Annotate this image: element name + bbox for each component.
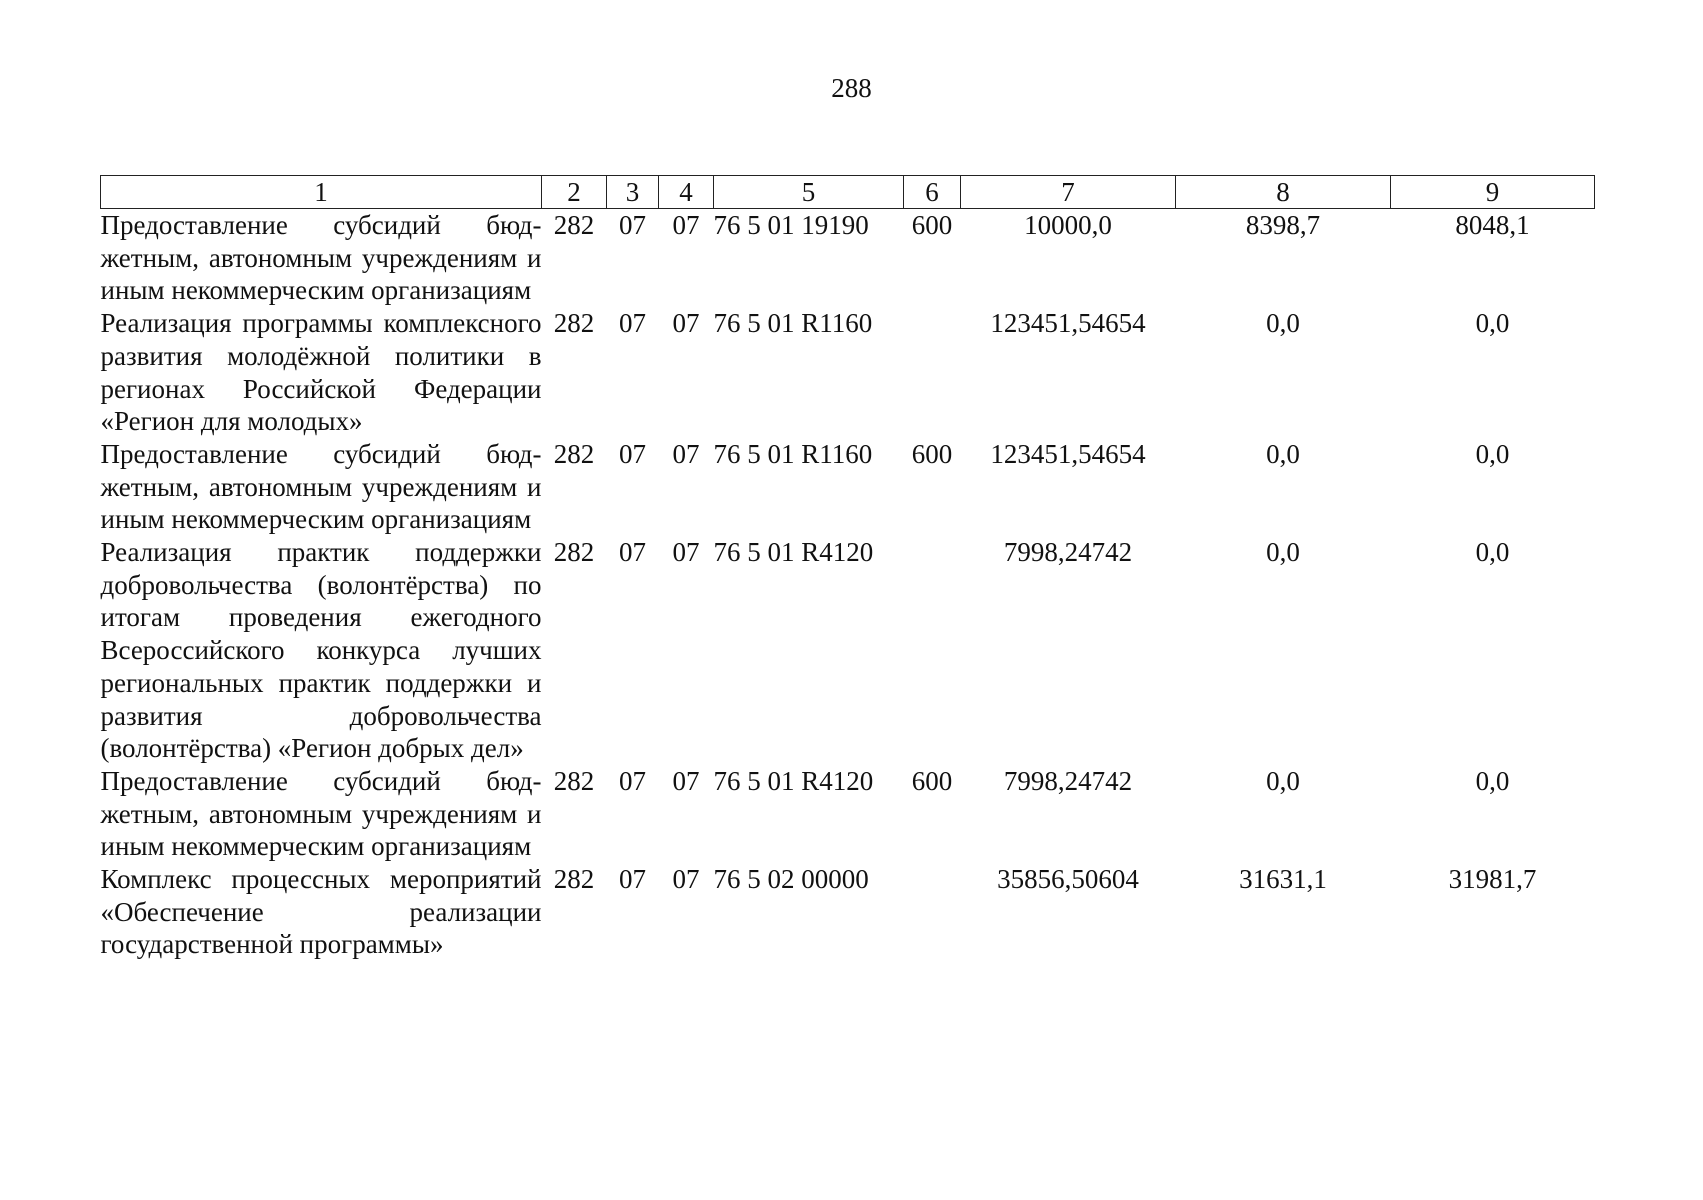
cell-col7: 7998,24742 bbox=[1003, 537, 1133, 568]
budget-table bbox=[100, 175, 1595, 961]
cell-col9: 8048,1 bbox=[1455, 210, 1530, 240]
cell-col7: 35856,50604 bbox=[997, 864, 1139, 895]
header-cell: 4 bbox=[659, 176, 714, 209]
header-cell: 8 bbox=[1176, 176, 1391, 209]
cell-col8: 0,0 bbox=[1266, 537, 1300, 568]
cell-col9: 0,0 bbox=[1475, 765, 1510, 796]
table-row bbox=[101, 307, 1595, 438]
cell-col4: 07 bbox=[672, 864, 700, 895]
cell-col9: 31981,7 bbox=[1448, 864, 1537, 895]
cell-col2: 282 bbox=[553, 864, 595, 895]
cell-col7: 7998,24742 bbox=[1003, 765, 1133, 796]
cell-col6 bbox=[904, 307, 961, 438]
header-cell: 1 bbox=[101, 176, 542, 209]
cell-col5: 76 5 01 R4120 bbox=[713, 537, 874, 568]
cell-col8: 31631,1 bbox=[1239, 864, 1327, 895]
table-row bbox=[101, 536, 1595, 765]
cell-col7: 123451,54654 bbox=[990, 308, 1146, 339]
cell-col2: 282 bbox=[553, 765, 595, 796]
cell-col8: 0,0 bbox=[1266, 308, 1300, 339]
header-cell: 2 bbox=[542, 176, 607, 209]
row-name: Предоставление субсидий бюджетным, автономным учреждениям и иным некоммерческим организациям bbox=[100, 210, 542, 306]
cell-col4: 07 bbox=[672, 210, 700, 240]
cell-col2: 282 bbox=[553, 438, 595, 469]
table-row bbox=[101, 765, 1595, 863]
cell-col5: 76 5 02 00000 bbox=[713, 864, 869, 895]
cell-col6 bbox=[904, 536, 961, 765]
cell-col5: 76 5 01 R1160 bbox=[713, 308, 873, 339]
cell-col3: 07 bbox=[619, 537, 646, 568]
row-name: Реализация практик поддержки добровольчества (волонтёрства) по итогам проведения ежегодного Всероссийского конкурса лучших региональных практик поддержки и развития добровольчества (волонтёрства) «Регион добрых дел» bbox=[100, 537, 542, 764]
cell-col4: 07 bbox=[672, 438, 700, 469]
cell-col6: 600 bbox=[911, 210, 953, 240]
cell-col6 bbox=[904, 863, 961, 961]
header-cell: 5 bbox=[714, 176, 904, 209]
cell-col8: 0,0 bbox=[1266, 765, 1300, 796]
cell-col3: 07 bbox=[619, 210, 646, 240]
cell-col4: 07 bbox=[672, 765, 700, 796]
header-row bbox=[101, 176, 1595, 209]
row-name: Комплекс процессных мероприятий «Обеспечение реализации государственной программы» bbox=[100, 864, 542, 960]
cell-col3: 07 bbox=[619, 308, 646, 339]
cell-col4: 07 bbox=[672, 537, 700, 568]
cell-col3: 07 bbox=[619, 765, 646, 796]
cell-col8: 8398,7 bbox=[1245, 210, 1321, 240]
row-name: Реализация программы комплексного развития молодёжной политики в регионах Российской Федерации «Регион для молодых» bbox=[100, 308, 542, 437]
table-row bbox=[101, 438, 1595, 536]
cell-col9: 0,0 bbox=[1475, 537, 1510, 568]
cell-col8: 0,0 bbox=[1266, 438, 1300, 469]
cell-col5: 76 5 01 19190 bbox=[713, 210, 869, 240]
header-cell: 3 bbox=[607, 176, 659, 209]
page-number: 288 bbox=[831, 73, 872, 103]
cell-col6: 600 bbox=[911, 438, 953, 469]
table-row bbox=[101, 863, 1595, 961]
cell-col2: 282 bbox=[553, 210, 595, 240]
row-name: Предоставление субсидий бюджетным, автономным учреждениям и иным некоммерческим организациям bbox=[100, 765, 542, 862]
cell-col4: 07 bbox=[672, 308, 700, 339]
header-cell: 6 bbox=[904, 176, 961, 209]
cell-col9: 0,0 bbox=[1475, 438, 1510, 469]
header-cell: 9 bbox=[1391, 176, 1595, 209]
cell-col7: 123451,54654 bbox=[990, 438, 1146, 469]
cell-col6: 600 bbox=[911, 765, 953, 796]
header-cell: 7 bbox=[961, 176, 1176, 209]
row-name: Предоставление субсидий бюджетным, автономным учреждениям и иным некоммерческим организациям bbox=[100, 438, 542, 535]
cell-col5: 76 5 01 R4120 bbox=[713, 765, 874, 796]
cell-col9: 0,0 bbox=[1475, 308, 1510, 339]
cell-col5: 76 5 01 R1160 bbox=[713, 438, 873, 469]
cell-col2: 282 bbox=[553, 537, 595, 568]
cell-col2: 282 bbox=[553, 308, 595, 339]
cell-col3: 07 bbox=[619, 438, 646, 469]
cell-col7: 10000,0 bbox=[1024, 210, 1112, 240]
table-row bbox=[101, 209, 1595, 308]
cell-col3: 07 bbox=[619, 864, 646, 895]
